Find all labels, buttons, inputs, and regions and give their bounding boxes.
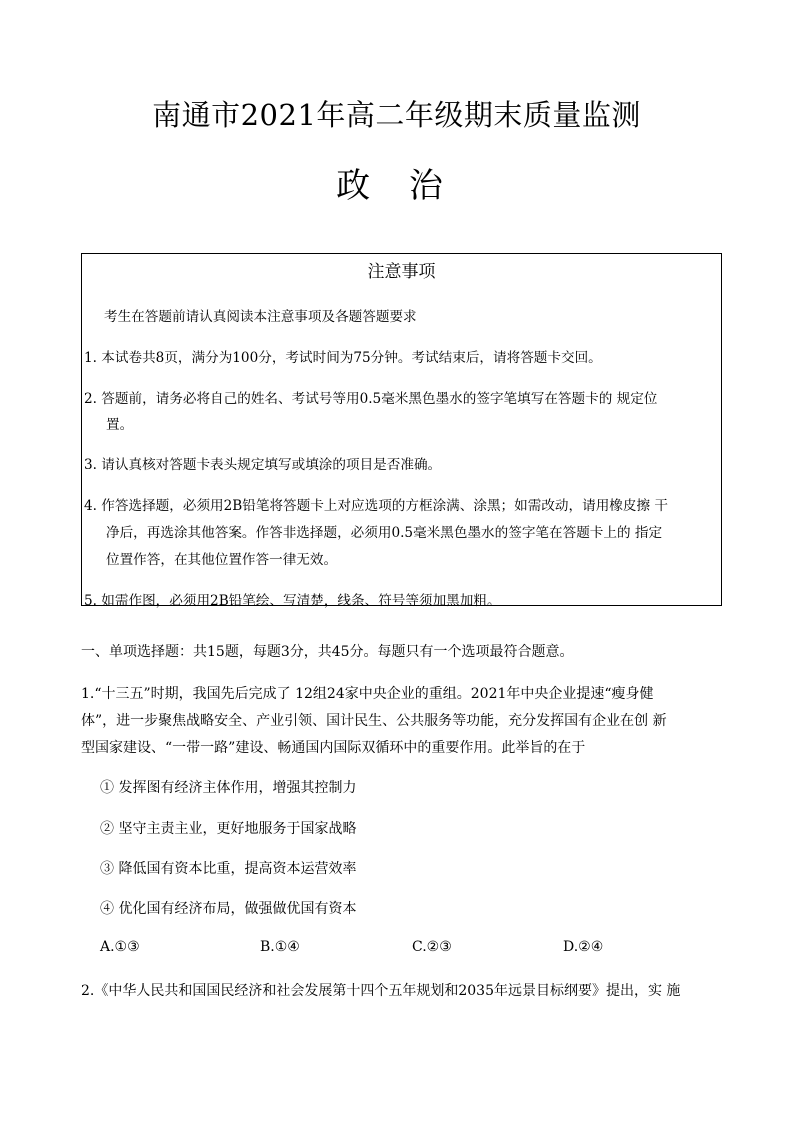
notice-item-2: 2. 答题前，请务必将自己的姓名、考试号等用0.5毫米黑色墨水的签字笔填写在答题卡的 规定位 [84, 391, 658, 407]
subject-title: 政 治 [336, 166, 457, 206]
notice-intro: 考生在答题前请认真阅读本注意事项及各题答题要求 [104, 309, 417, 325]
notice-item-3: 3. 请认真核对答题卡表头规定填写或填涂的项目是否准确。 [84, 457, 442, 473]
statement-1: ① 发挥图有经济主体作用，增强其控制力 [100, 780, 357, 796]
option-a: A.①③ [100, 939, 140, 955]
statement-2: ② 坚守主责主业，更好地服务于国家战略 [100, 821, 357, 837]
question-1-line-3: 型国家建设、“一带一路”建设、畅通国内国际双循环中的重要作用。此举旨的在于 [81, 740, 586, 756]
notice-item-4: 4. 作答选择题，必须用2B铅笔将答题卡上对应选项的方框涂满、涂黑；如需改动，请用橡皮擦 干 [84, 498, 668, 514]
notice-title: 注意事项 [367, 262, 436, 282]
question-1-line-1: 1.“十三五”时期，我国先后完成了 12组24家中央企业的重组。2021年中央企业提速“瘦身健 [81, 686, 654, 702]
question-1-line-2: 体”，进一步聚焦战略安全、产业引领、国计民生、公共服务等功能，充分发挥国有企业在创 新 [81, 713, 667, 729]
section-heading: 一、单项选择题：共15题，每题3分，共45分。每题只有一个选项最符合题意。 [81, 644, 574, 660]
statement-4: ④ 优化国有经济布局，做强做优国有资本 [100, 901, 357, 917]
option-d: D.②④ [563, 939, 604, 955]
notice-item-4-cont1: 净后，再选涂其他答案。作答非选择题，必须用0.5毫米黑色墨水的签字笔在答题卡上的 指定 [106, 525, 663, 541]
notice-item-2-cont: 置。 [106, 417, 134, 433]
notice-item-1: 1. 本试卷共8页，满分为100分，考试时间为75分钟。考试结束后，请将答题卡交回。 [84, 350, 602, 366]
option-b: B.①④ [260, 939, 300, 955]
notice-item-5: 5. 如需作图，必须用2B铅笔绘、写清楚，线条、符号等须加黑加粗。 [84, 593, 501, 609]
option-c: C.②③ [412, 939, 452, 955]
page-title: 南通市2021年高二年级期末质量监测 [152, 98, 641, 132]
question-2-line-1: 2.《中华人民共和国国民经济和社会发展第十四个五年规划和2035年远景目标纲要》提出，实 施 [81, 983, 681, 999]
statement-3: ③ 降低国有资本比重，提高资本运营效率 [100, 861, 357, 877]
notice-item-4-cont2: 位置作答，在其他位置作答一律无效。 [106, 552, 338, 568]
